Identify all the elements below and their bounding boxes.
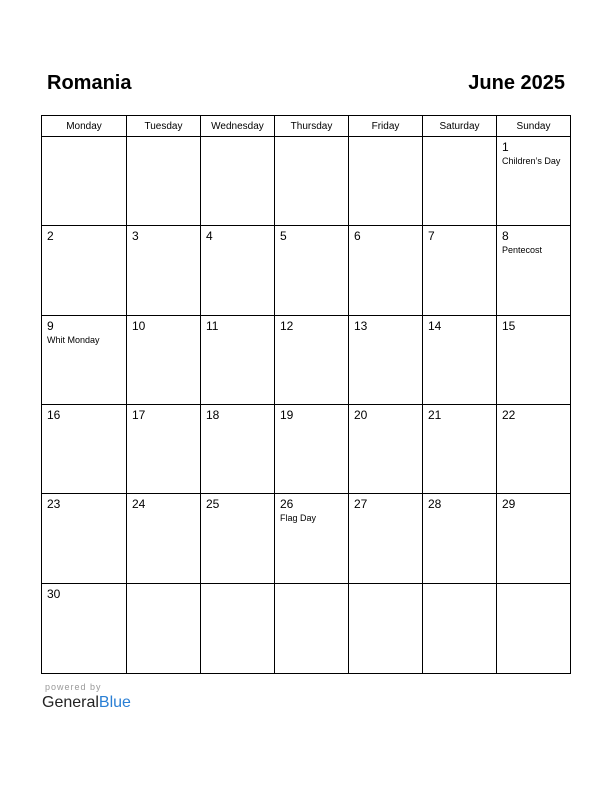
- weekday-header-wednesday: Wednesday: [201, 116, 275, 137]
- day-number: 13: [354, 318, 368, 333]
- day-cell[interactable]: [201, 494, 275, 583]
- day-number: 19: [280, 408, 294, 422]
- day-cell[interactable]: [423, 137, 497, 226]
- day-number: 20: [354, 408, 368, 422]
- day-number: 24: [132, 497, 146, 512]
- day-cell[interactable]: [201, 316, 275, 405]
- day-cell[interactable]: [275, 137, 349, 226]
- day-cell[interactable]: [275, 405, 349, 494]
- day-number: 17: [132, 408, 146, 422]
- day-cell[interactable]: [349, 316, 423, 405]
- month-title: June 2025: [468, 72, 565, 94]
- logo-blue-text: Blue: [98, 694, 131, 711]
- day-cell[interactable]: [275, 584, 349, 673]
- day-cell[interactable]: [42, 494, 127, 583]
- day-cell[interactable]: [349, 226, 423, 315]
- day-cell[interactable]: [127, 137, 201, 226]
- day-cell[interactable]: [349, 494, 423, 583]
- day-cell[interactable]: [275, 494, 349, 583]
- day-number: 14: [428, 318, 442, 333]
- day-cell[interactable]: [423, 584, 497, 673]
- day-number: 25: [206, 497, 220, 512]
- day-cell[interactable]: [349, 405, 423, 494]
- weekday-header-thursday: Thursday: [275, 116, 349, 137]
- day-cell[interactable]: [42, 137, 127, 226]
- day-cell[interactable]: [201, 137, 275, 226]
- day-cell[interactable]: [423, 316, 497, 405]
- calendar-grid: [41, 115, 571, 674]
- powered-by-label: powered by: [45, 682, 102, 692]
- day-number: 2: [47, 229, 54, 244]
- day-cell[interactable]: [201, 405, 275, 494]
- day-number: 29: [502, 497, 516, 512]
- holiday-label: Whit Monday: [47, 334, 100, 345]
- day-number: 4: [206, 229, 213, 244]
- day-cell[interactable]: [127, 405, 201, 494]
- day-number: 6: [354, 229, 361, 244]
- day-number: 9: [47, 318, 54, 333]
- day-number: 26: [280, 497, 294, 512]
- day-cell[interactable]: [275, 226, 349, 315]
- day-number: 5: [280, 229, 287, 244]
- day-cell[interactable]: [42, 316, 127, 405]
- day-number: 21: [428, 408, 442, 422]
- day-number: 22: [502, 408, 516, 422]
- generalblue-logo[interactable]: [42, 694, 131, 712]
- day-cell[interactable]: [127, 316, 201, 405]
- day-cell[interactable]: [42, 405, 127, 494]
- day-cell[interactable]: [349, 137, 423, 226]
- day-number: 23: [47, 497, 61, 512]
- day-number: 10: [132, 318, 146, 333]
- day-number: 7: [428, 229, 435, 244]
- day-cell[interactable]: [42, 584, 127, 673]
- weekday-header-saturday: Saturday: [423, 116, 497, 137]
- holiday-label: Children’s Day: [502, 156, 561, 166]
- day-cell[interactable]: [497, 316, 570, 405]
- day-number: 3: [132, 229, 139, 244]
- day-cell[interactable]: [349, 584, 423, 673]
- day-number: 30: [47, 586, 61, 601]
- weekday-header-tuesday: Tuesday: [127, 116, 201, 137]
- day-cell[interactable]: [497, 494, 570, 583]
- day-number: 16: [47, 408, 61, 422]
- day-cell[interactable]: [423, 405, 497, 494]
- day-cell[interactable]: [127, 226, 201, 315]
- day-number: 1: [502, 140, 509, 154]
- day-cell[interactable]: [423, 494, 497, 583]
- holiday-label: Pentecost: [502, 245, 543, 256]
- holiday-label: Flag Day: [280, 513, 317, 524]
- weekday-header-monday: Monday: [42, 116, 127, 137]
- day-cell[interactable]: [201, 584, 275, 673]
- logo-general-text: General: [42, 694, 99, 711]
- day-cell[interactable]: [497, 137, 570, 226]
- day-number: 12: [280, 318, 294, 333]
- day-number: 15: [502, 318, 516, 333]
- day-cell[interactable]: [127, 584, 201, 673]
- day-cell[interactable]: [201, 226, 275, 315]
- day-cell[interactable]: [42, 226, 127, 315]
- day-cell[interactable]: [497, 405, 570, 494]
- day-number: 28: [428, 497, 442, 512]
- day-number: 27: [354, 497, 368, 512]
- day-cell[interactable]: [423, 226, 497, 315]
- day-number: 8: [502, 229, 509, 244]
- day-cell[interactable]: [127, 494, 201, 583]
- day-cell[interactable]: [497, 584, 570, 673]
- day-cell[interactable]: [275, 316, 349, 405]
- weekday-header-sunday: Sunday: [497, 116, 570, 137]
- day-number: 11: [206, 318, 219, 333]
- day-number: 18: [206, 408, 220, 422]
- weekday-header-friday: Friday: [349, 116, 423, 137]
- country-title: Romania: [47, 72, 132, 94]
- day-cell[interactable]: [497, 226, 570, 315]
